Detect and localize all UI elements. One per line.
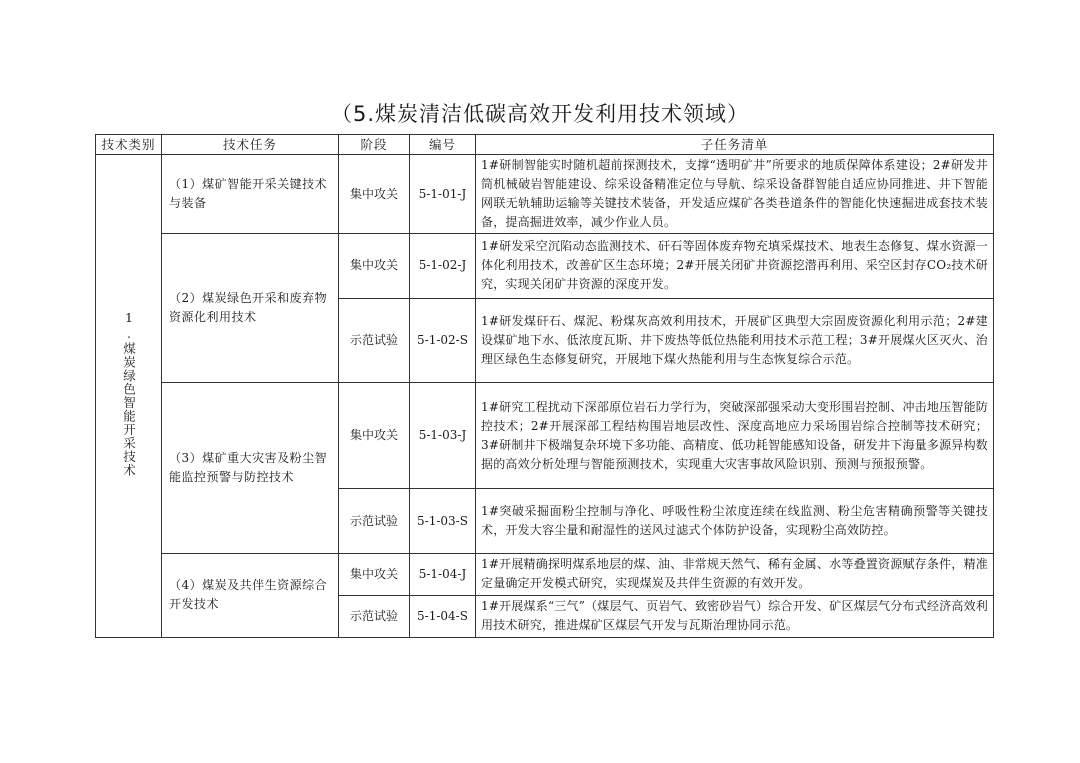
tech-task-table <box>95 134 994 638</box>
code-cell: 5-1-03-S <box>410 489 476 553</box>
stage-cell: 集中攻关 <box>339 155 410 234</box>
subtask-desc: 1#开展煤系“三气”（煤层气、页岩气、致密砂岩气）综合开发、矿区煤层气分布式经济高效利用技术研究，推进煤矿区煤层气开发与瓦斯治理协同示范。 <box>476 595 994 637</box>
code-cell: 5-1-04-J <box>410 553 476 595</box>
stage-cell: 集中攻关 <box>339 234 410 298</box>
code-cell: 5-1-02-S <box>410 298 476 382</box>
subtask-desc: 1#研发煤矸石、煤泥、粉煤灰高效利用技术，开展矿区典型大宗固废资源化利用示范；2#建设煤矿地下水、低浓度瓦斯、井下废热等低位热能利用技术示范工程；3#开展煤火区灭火、治理区绿色生态修复研究，开展地下煤火热能利用与生态恢复综合示范。 <box>476 298 994 382</box>
stage-cell: 集中攻关 <box>339 553 410 595</box>
stage-cell: 集中攻关 <box>339 382 410 488</box>
category-cell <box>96 155 162 638</box>
task-name: （2）煤炭绿色开采和废弃物资源化利用技术 <box>162 234 339 383</box>
table-row <box>96 234 994 298</box>
code-cell: 5-1-01-J <box>410 155 476 234</box>
code-cell: 5-1-04-S <box>410 595 476 637</box>
task-name: （1）煤矿智能开采关键技术与装备 <box>162 155 339 234</box>
subtask-desc: 1#突破采掘面粉尘控制与净化、呼吸性粉尘浓度连续在线监测、粉尘危害精确预警等关键技术，开发大容尘量和耐湿性的送风过滤式个体防护设备，实现粉尘高效防控。 <box>476 489 994 553</box>
subtask-desc: 1#研究工程扰动下深部原位岩石力学行为，突破深部强采动大变形围岩控制、冲击地压智能防控技术；2#开展深部工程结构围岩地层改性、深度高地应力采场围岩综合控制等技术研究；3#研制井下极端复杂环境下多功能、高精度、低功耗智能感知设备，研发井下海量多源异构数据的高效分析处理与智能预测技术，实现重大灾害事故风险识别、预测与预报预警。 <box>476 382 994 488</box>
subtask-desc: 1#研制智能实时随机超前探测技术，支撑“透明矿井”所要求的地质保障体系建设；2#研发井筒机械破岩智能建设、综采设备精准定位与导航、综采设备群智能自适应协同推进、井下智能网联无轨辅助运输等关键技术装备，开发适应煤矿各类巷道条件的智能化快速掘进成套技术装备，提高掘进效率，减少作业人员。 <box>476 155 994 234</box>
header-code: 编号 <box>410 135 476 155</box>
table-header-row <box>96 135 994 155</box>
task-name: （4）煤炭及共伴生资源综合开发技术 <box>162 553 339 637</box>
task-name: （3）煤矿重大灾害及粉尘智能监控预警与防控技术 <box>162 382 339 553</box>
code-cell: 5-1-03-J <box>410 382 476 488</box>
page-title: （5.煤炭清洁低碳高效开发利用技术领域） <box>330 102 750 126</box>
code-cell: 5-1-02-J <box>410 234 476 298</box>
category-label: 1.煤炭绿色智能开采技术 <box>121 309 137 477</box>
table-row <box>96 382 994 488</box>
header-category: 技术类别 <box>96 135 162 155</box>
stage-cell: 示范试验 <box>339 298 410 382</box>
table-row <box>96 155 994 234</box>
stage-cell: 示范试验 <box>339 595 410 637</box>
stage-cell: 示范试验 <box>339 489 410 553</box>
header-stage: 阶段 <box>339 135 410 155</box>
subtask-desc: 1#开展精确探明煤系地层的煤、油、非常规天然气、稀有金属、水等叠置资源赋存条件，精准定量确定开发模式研究，实现煤炭及共伴生资源的有效开发。 <box>476 553 994 595</box>
header-subtasks: 子任务清单 <box>476 135 994 155</box>
subtask-desc: 1#研发采空沉陷动态监测技术、矸石等固体废弃物充填采煤技术、地表生态修复、煤水资源一体化利用技术，改善矿区生态环境；2#开展关闭矿井资源挖潜再利用、采空区封存CO₂技术研究，实现关闭矿井资源的深度开发。 <box>476 234 994 298</box>
header-task: 技术任务 <box>162 135 339 155</box>
table-row <box>96 553 994 595</box>
